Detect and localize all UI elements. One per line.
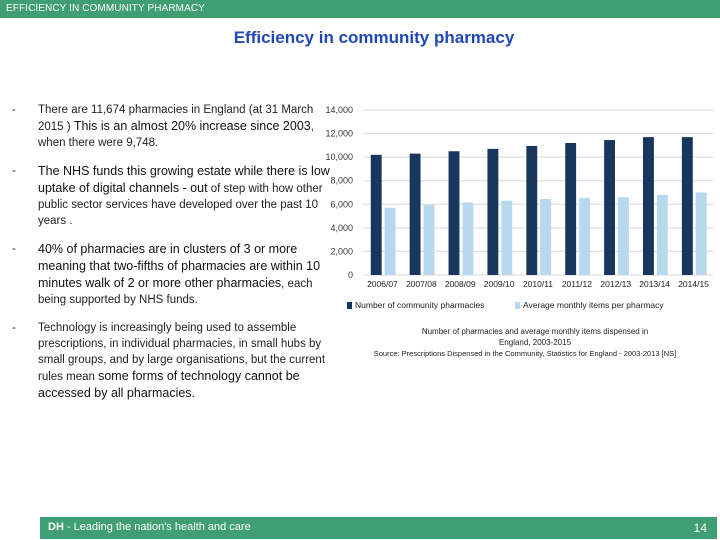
bullet-text: of step with how other public sector services have developed over the past 10 years . — [38, 183, 323, 227]
x-tick-label: 2008/09 — [444, 279, 476, 289]
bar — [487, 149, 498, 275]
page-number: 14 — [693, 521, 707, 535]
chart-caption-line: England, 2003-2015 — [498, 338, 572, 347]
x-tick-label: 2007/08 — [405, 279, 437, 289]
footer-bar — [40, 517, 717, 539]
bullet-emphasis: some forms of technology cannot be accessed by all pharmacies. — [38, 369, 300, 400]
bullet-item — [12, 163, 332, 229]
bullet-marker: - — [12, 322, 16, 334]
bullet-marker: - — [12, 165, 16, 177]
bar — [424, 205, 435, 275]
y-tick-label: 10,000 — [325, 152, 353, 163]
bar — [385, 208, 396, 275]
bar — [526, 146, 537, 275]
bullet-list — [12, 102, 332, 412]
bar — [371, 155, 382, 275]
bar — [618, 197, 629, 275]
footer-brand-text — [48, 521, 251, 533]
bar — [501, 201, 512, 275]
footer-brand: DH — [48, 521, 64, 533]
y-tick-label: 0 — [347, 270, 353, 280]
legend-label: Average monthly items per pharmacy — [523, 300, 664, 310]
chart-caption-line: Number of pharmacies and average monthly items dispensed in — [421, 327, 649, 336]
x-tick-label: 2006/07 — [367, 279, 398, 289]
bar — [540, 199, 551, 275]
bar — [449, 151, 460, 275]
legend-swatch — [515, 302, 520, 309]
bar — [579, 198, 590, 275]
header-bar-text: EFFICIENCY IN COMMUNITY PHARMACY — [6, 3, 205, 14]
bar — [604, 140, 615, 275]
bullet-text: There are 11,674 pharmacies in England (at 31 March 2015 ) — [38, 104, 314, 133]
bar — [643, 137, 654, 275]
bar-chart — [315, 95, 720, 360]
bar — [410, 154, 421, 275]
legend-label: Number of community pharmacies — [355, 300, 485, 310]
chart-caption — [422, 327, 648, 347]
x-tick-label: 2014/15 — [678, 279, 709, 289]
bar — [462, 203, 473, 275]
header-bar — [0, 0, 720, 18]
page-title: Efficiency in community pharmacy — [233, 28, 515, 47]
y-tick-label: 2,000 — [330, 246, 353, 257]
x-tick-label: 2013/14 — [639, 279, 671, 289]
bullet-item — [12, 241, 332, 308]
chart-source: Source: Prescriptions Dispensed in the Community, Statistics for England - 2003-2013 [NS] — [373, 349, 677, 358]
x-tick-label: 2009/10 — [483, 279, 515, 289]
x-tick-label: 2010/11 — [522, 279, 554, 289]
x-tick-label: 2011/12 — [561, 279, 592, 289]
bullet-item — [12, 102, 332, 151]
bullet-emphasis: 40% of pharmacies are in clusters of 3 or more meaning that two-fifths of pharmacies are within 10 minutes walk of 2 or more other pharmacies — [38, 242, 321, 290]
x-tick-label: 2012/13 — [600, 279, 632, 289]
bar — [657, 195, 668, 275]
bullet-emphasis: This is an almost 20% increase since 2003 — [73, 119, 311, 133]
bullet-marker: - — [12, 243, 16, 255]
chart-svg — [315, 95, 720, 360]
bar — [682, 137, 693, 275]
bar — [565, 143, 576, 275]
y-tick-label: 4,000 — [330, 222, 353, 233]
legend-swatch — [347, 302, 352, 309]
y-tick-label: 8,000 — [330, 175, 353, 186]
bullet-text: , each being supported by NHS funds. — [38, 278, 313, 306]
bullet-text: Technology is increasingly being used to assemble prescriptions, in individual pharmacies, in small hubs by small groups, and by large organisations, but the current rules mean — [38, 322, 326, 383]
bullet-text: , when there were 9,748. — [38, 121, 314, 149]
y-tick-label: 6,000 — [330, 199, 353, 210]
bullet-emphasis: The NHS funds this growing estate while there is low uptake of digital channels - out — [38, 164, 330, 195]
bullet-marker: - — [12, 104, 16, 116]
bar — [696, 193, 707, 276]
y-tick-label: 14,000 — [325, 105, 353, 115]
bullet-item — [12, 320, 332, 402]
y-tick-label: 12,000 — [325, 128, 353, 139]
footer-tagline: - Leading the nation's health and care — [63, 521, 251, 533]
